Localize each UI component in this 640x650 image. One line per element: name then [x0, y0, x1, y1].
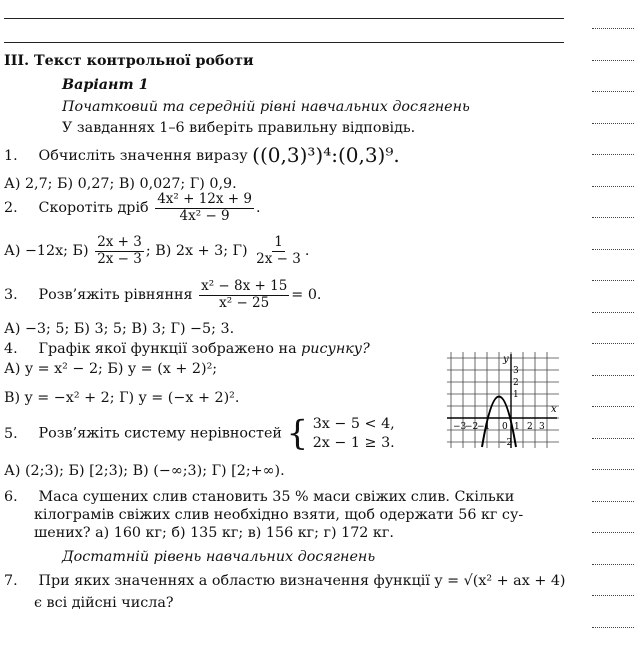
fraction: [254, 236, 303, 266]
x-tick-label: 2: [527, 422, 533, 432]
fraction: [155, 193, 254, 223]
question-text-italic: рисунку?: [301, 341, 370, 357]
question-6-line-3: шених? а) 160 кг; б) 135 кг; в) 156 кг; г) 172 кг.: [34, 525, 394, 541]
denominator: 2x − 3: [97, 250, 142, 267]
question-number: 1.: [4, 148, 18, 164]
y-tick-label: 3: [513, 366, 519, 376]
question-line-1: При яких значеннях a областю визначення функції y = √(x² + ax + 4): [38, 573, 566, 589]
level1-title: Початковий та середній рівні навчальних досягнень: [62, 99, 470, 115]
equation-tail: = 0.: [291, 287, 322, 303]
question-number: 2.: [4, 200, 18, 216]
question-text: Скоротіть дріб: [38, 200, 149, 216]
numerator: 2x + 3: [97, 234, 142, 250]
y-tick-label: −2: [499, 438, 513, 448]
answer-mid: ; В) 2x + 3; Г): [145, 243, 248, 259]
answer-label: А) −12x; Б): [4, 243, 89, 259]
instruction: У завданнях 1–6 виберіть правильну відповідь.: [62, 120, 416, 136]
question-6-line-2: кілограмів свіжих слив необхідно взяти, щоб одержати 56 кг су-: [34, 507, 524, 523]
x-tick-label: −2: [465, 422, 479, 432]
question-number: 7.: [4, 573, 18, 589]
variant-title: Варіант 1: [62, 77, 149, 93]
answers-4b: В) y = −x² + 2; Г) y = (−x + 2)².: [4, 390, 240, 406]
level2-title: Достатній рівень навчальних досягнень: [62, 549, 376, 565]
question-text: Розв’яжіть рівняння: [38, 287, 193, 303]
denominator: 4x² − 9: [179, 207, 230, 224]
x-tick-label: 3: [539, 422, 545, 432]
numerator: x² − 8x + 15: [201, 278, 288, 294]
answer-dotted-lines: [592, 20, 634, 650]
question-number: 6.: [4, 489, 18, 505]
x-axis-label: x: [551, 404, 557, 415]
section-title: III. Текст контрольної роботи: [4, 53, 254, 69]
question-text: Графік якої функції зображено на: [38, 341, 297, 357]
inequality-2: 2x − 1 ≥ 3.: [312, 434, 395, 451]
inequality-system: [313, 415, 395, 452]
y-tick-labels: [499, 366, 519, 448]
header-rule-1: [4, 18, 564, 19]
question-3: [4, 280, 321, 310]
x-tick-label: 0: [502, 422, 508, 432]
question-6: [4, 490, 514, 504]
question-text: Розв’яжіть систему нерівностей: [38, 425, 282, 442]
y-tick-label: 2: [513, 378, 519, 388]
question-text: Обчисліть значення виразу: [38, 148, 248, 164]
numerator: 1: [274, 234, 283, 250]
system-brace: {: [286, 413, 309, 454]
fraction: [199, 280, 289, 310]
question-7: [4, 574, 566, 588]
numerator: 4x² + 12x + 9: [157, 191, 252, 207]
fraction: [95, 236, 144, 266]
denominator: x² − 25: [219, 294, 270, 311]
question-4: [4, 342, 370, 356]
question-number: 5.: [4, 425, 18, 442]
question-7-line-2: є всі дійсні числа?: [34, 595, 174, 611]
answers-1: А) 2,7; Б) 0,27; В) 0,027; Г) 0,9.: [4, 176, 237, 192]
parabola-graph: [447, 352, 559, 448]
answers-3: А) −3; 5; Б) 3; 5; В) 3; Г) −5; 3.: [4, 321, 235, 337]
answers-5: А) (2;3); Б) [2;3); В) (−∞;3); Г) [2;+∞).: [4, 463, 285, 479]
question-1: [4, 145, 400, 165]
question-5: [4, 415, 395, 452]
x-tick-label: −1: [477, 422, 491, 432]
question-line-1: Маса сушених слив становить 35 % маси свіжих слив. Скільки: [38, 489, 515, 505]
denominator: 2x − 3: [256, 250, 301, 267]
question-2: 2. Скоротіть дріб $\frac{\text{4x² + 12x + 9}}{\text{4x² − 9}}$ .: [4, 191, 261, 224]
x-tick-label: 1: [514, 422, 520, 432]
math-expression: ((0,3)³)⁴:(0,3)⁹.: [252, 143, 400, 167]
question-number: 3.: [4, 287, 18, 303]
answers-2: А) −12x; Б) $\frac{2x + 3}{2x - 3}$ ; В) 2x + 3; Г) $\frac{1}{2x - 3}$ .: [4, 234, 310, 267]
x-tick-label: −3: [453, 422, 467, 432]
question-number: 4.: [4, 341, 18, 357]
y-tick-label: 1: [513, 390, 519, 400]
header-rule-2: [4, 42, 564, 43]
y-axis-label: y: [503, 354, 509, 365]
inequality-1: 3x − 5 < 4,: [312, 416, 395, 432]
answers-4a: А) y = x² − 2; Б) y = (x + 2)²;: [4, 361, 218, 377]
